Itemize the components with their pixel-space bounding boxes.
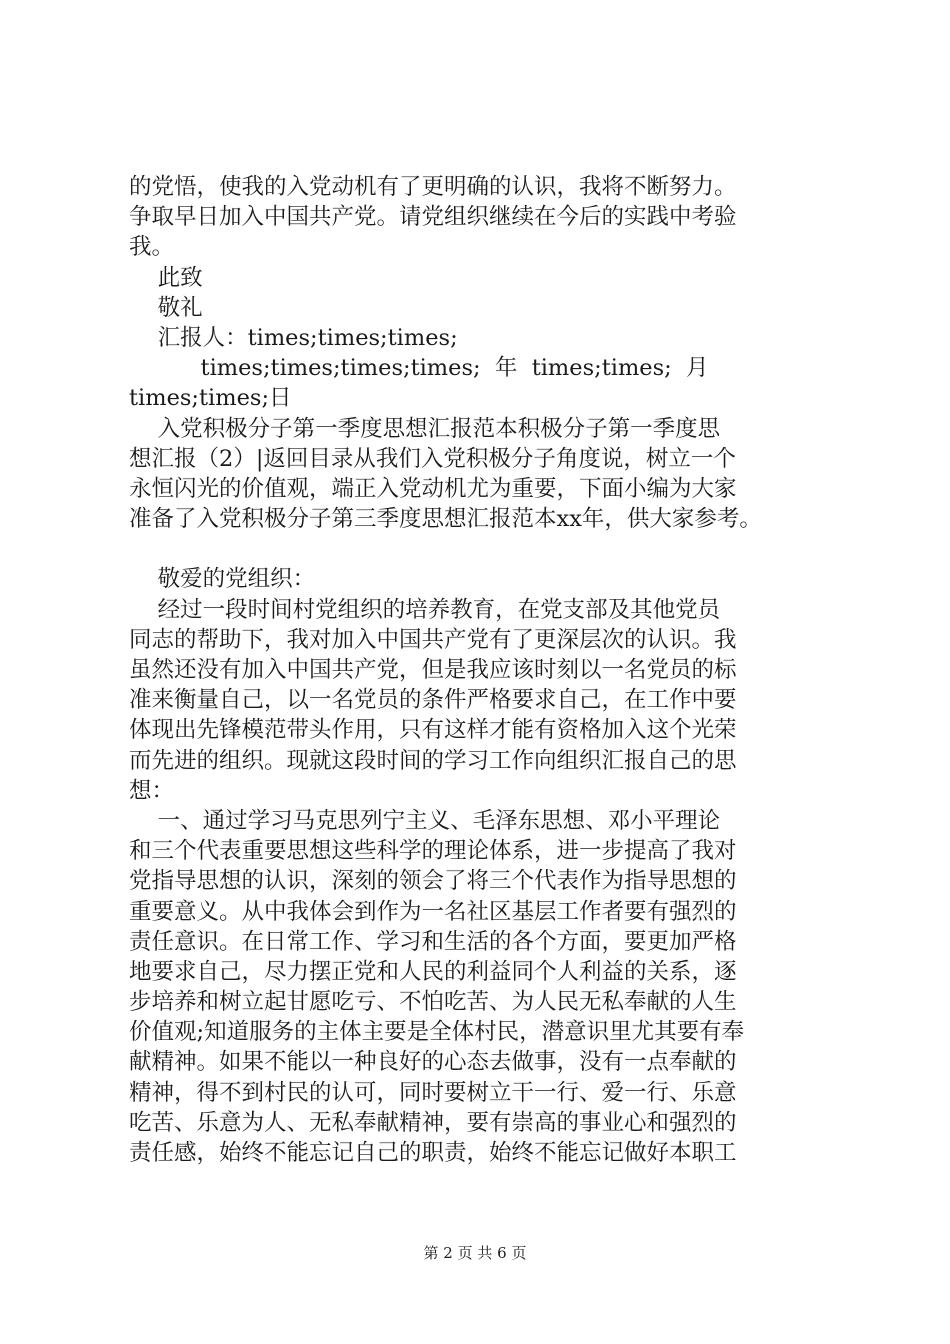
text-line: 经过一段时间村党组织的培养教育，在党支部及其他党员 xyxy=(129,596,721,623)
text-line: 的党悟，使我的入党动机有了更明确的认识，我将不断努力。 xyxy=(129,174,737,200)
text-line: 想： xyxy=(129,777,175,804)
text-line: 价值观;知道服务的主体主要是全体村民，潜意识里尤其要有奉 xyxy=(129,1019,745,1046)
text-line: 责任意识。在日常工作、学习和生活的各个方面，要更加严格 xyxy=(129,928,737,955)
text-line: 敬礼 xyxy=(129,294,203,321)
text-line: 此致 xyxy=(129,264,203,291)
text-line: 争取早日加入中国共产党。请党组织继续在今后的实践中考验 xyxy=(129,204,737,231)
text-line: 汇报人：times;times;times; xyxy=(129,324,458,351)
blank-line xyxy=(129,534,834,564)
text-line: 党指导思想的认识，深刻的领会了将三个代表作为指导思想的 xyxy=(129,868,737,895)
document-body xyxy=(129,172,834,1168)
text-line: 地要求自己，尽力摆正党和人民的利益同个人利益的关系，逐 xyxy=(129,958,737,985)
text-line: 而先进的组织。现就这段时间的学习工作向组织汇报自己的思 xyxy=(129,747,737,774)
text-line: 吃苦、乐意为人、无私奉献精神，要有崇高的事业心和强烈的 xyxy=(129,1109,737,1136)
text-line: 想汇报（2）|返回目录从我们入党积极分子角度说，树立一个 xyxy=(129,445,736,472)
text-line: times;times;日 xyxy=(129,385,292,412)
text-line: 步培养和树立起甘愿吃亏、不怕吃苦、为人民无私奉献的人生 xyxy=(129,989,737,1016)
text-line: 入党积极分子第一季度思想汇报范本积极分子第一季度思 xyxy=(129,415,721,442)
text-line: 敬爱的党组织： xyxy=(129,566,316,593)
text-line: 准来衡量自己，以一名党员的条件严格要求自己，在工作中要 xyxy=(129,687,737,714)
text-line: 责任感，始终不能忘记自己的职责，始终不能忘记做好本职工 xyxy=(129,1140,737,1166)
page-footer: 第 2 页 共 6 页 xyxy=(423,1244,527,1262)
text-line: 和三个代表重要思想这些科学的理论体系，进一步提高了我对 xyxy=(129,838,737,865)
text-line: 我。 xyxy=(129,234,175,261)
text-line: 精神，得不到村民的认可，同时要树立干一行、爱一行、乐意 xyxy=(129,1079,737,1106)
text-line: 献精神。如果不能以一种良好的心态去做事，没有一点奉献的 xyxy=(129,1049,737,1076)
text-line: 准备了入党积极分子第三季度思想汇报范本xx年，供大家参考。 xyxy=(129,506,762,533)
text-line: 一、通过学习马克思列宁主义、毛泽东思想、邓小平理论 xyxy=(129,807,721,834)
text-line: 体现出先锋模范带头作用，只有这样才能有资格加入这个光荣 xyxy=(129,717,737,744)
text-line: 虽然还没有加入中国共产党，但是我应该时刻以一名党员的标 xyxy=(129,657,737,683)
text-line: times;times;times;times; 年 times;times; 月 xyxy=(129,355,709,382)
text-line: 永恒闪光的价值观，端正入党动机尤为重要，下面小编为大家 xyxy=(129,475,737,502)
text-line: 同志的帮助下，我对加入中国共产党有了更深层次的认识。我 xyxy=(129,626,737,653)
text-line: 重要意义。从中我体会到作为一名社区基层工作者要有强烈的 xyxy=(129,898,737,925)
